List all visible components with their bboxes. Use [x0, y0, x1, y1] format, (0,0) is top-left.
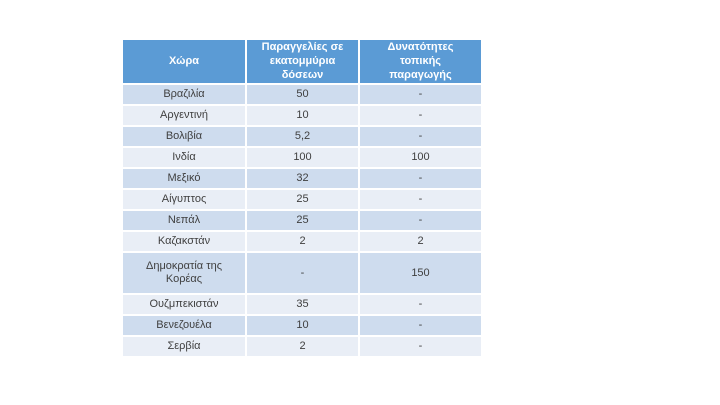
cell-capacity: 100 — [359, 147, 482, 168]
cell-orders: 35 — [246, 294, 359, 315]
cell-country: Δημοκρατία της Κορέας — [122, 252, 246, 294]
cell-orders: 32 — [246, 168, 359, 189]
cell-country: Καζακστάν — [122, 231, 246, 252]
table-row — [122, 147, 482, 168]
cell-capacity: - — [359, 84, 482, 105]
cell-country: Σερβία — [122, 336, 246, 357]
cell-orders: 2 — [246, 231, 359, 252]
cell-orders: 25 — [246, 210, 359, 231]
header-row — [122, 39, 482, 84]
cell-capacity: - — [359, 315, 482, 336]
cell-country: Ουζμπεκιστάν — [122, 294, 246, 315]
cell-orders: 100 — [246, 147, 359, 168]
cell-orders: 10 — [246, 105, 359, 126]
table-row — [122, 294, 482, 315]
vaccine-doses-table-wrap — [121, 38, 483, 358]
cell-capacity: 2 — [359, 231, 482, 252]
cell-orders: 10 — [246, 315, 359, 336]
vaccine-doses-table — [121, 38, 483, 358]
cell-capacity: - — [359, 126, 482, 147]
cell-country: Αργεντινή — [122, 105, 246, 126]
cell-country: Νεπάλ — [122, 210, 246, 231]
column-header-capacity: Δυνατότητες τοπικής παραγωγής — [359, 39, 482, 84]
table-row — [122, 336, 482, 357]
table-row — [122, 210, 482, 231]
cell-capacity: - — [359, 168, 482, 189]
cell-orders: 50 — [246, 84, 359, 105]
cell-orders: 25 — [246, 189, 359, 210]
cell-orders: - — [246, 252, 359, 294]
cell-capacity: - — [359, 336, 482, 357]
table-row — [122, 168, 482, 189]
cell-country: Βενεζουέλα — [122, 315, 246, 336]
table-row — [122, 126, 482, 147]
table-row — [122, 315, 482, 336]
cell-capacity: - — [359, 294, 482, 315]
cell-country: Ινδία — [122, 147, 246, 168]
cell-orders: 2 — [246, 336, 359, 357]
table-row — [122, 252, 482, 294]
table-row — [122, 105, 482, 126]
table-row — [122, 231, 482, 252]
column-header-country: Χώρα — [122, 39, 246, 84]
table-row — [122, 84, 482, 105]
cell-capacity: 150 — [359, 252, 482, 294]
cell-orders: 5,2 — [246, 126, 359, 147]
cell-capacity: - — [359, 210, 482, 231]
cell-country: Βραζιλία — [122, 84, 246, 105]
cell-country: Μεξικό — [122, 168, 246, 189]
table-row — [122, 189, 482, 210]
cell-capacity: - — [359, 189, 482, 210]
cell-capacity: - — [359, 105, 482, 126]
column-header-orders: Παραγγελίες σε εκατομμύρια δόσεων — [246, 39, 359, 84]
cell-country: Βολιβία — [122, 126, 246, 147]
cell-country: Αίγυπτος — [122, 189, 246, 210]
